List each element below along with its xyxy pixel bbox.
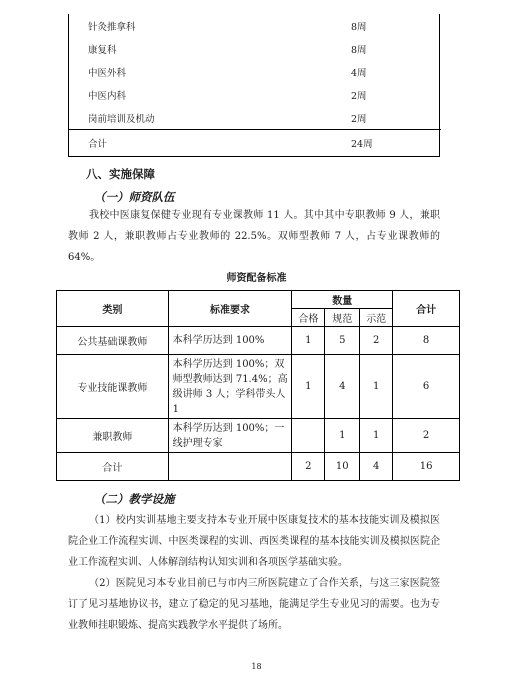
category-cell: 合计 — [57, 453, 169, 481]
table-total-row — [68, 130, 441, 156]
total-weeks-cell: 24周 — [298, 130, 441, 156]
dept-cell: 针灸推拿科 — [88, 21, 136, 33]
requirement-cell: 本科学历达到 100%；一线护理专家 — [168, 419, 292, 453]
model-cell: 4 — [360, 453, 393, 481]
faculty-paragraph: 我校中医康复保健专业现有专业课教师 11 人。其中其中专职教师 9 人，兼职教师 2 人，兼职教师占专业教师的 22.5%。双师型教师 7 人，占专业课教师的 64%。 — [68, 210, 440, 263]
total-cell: 6 — [393, 355, 460, 419]
total-label-cell: 合计 — [68, 130, 298, 156]
dept-cell: 康复科 — [88, 44, 117, 56]
standard-cell: 10 — [325, 453, 360, 481]
standard-cell: 5 — [325, 327, 360, 355]
qualified-cell — [292, 419, 325, 453]
weeks-cell: 4周 — [351, 67, 367, 79]
header-standard: 规范 — [325, 309, 360, 327]
table-row — [57, 327, 460, 355]
model-cell: 2 — [360, 327, 393, 355]
header-category: 类别 — [57, 291, 169, 327]
table-row — [57, 355, 460, 419]
table-row — [68, 83, 441, 106]
header-total: 合计 — [393, 291, 460, 327]
section-heading: 八、实施保障 — [86, 167, 155, 181]
total-cell: 16 — [393, 453, 460, 481]
total-cell: 2 — [393, 419, 460, 453]
table-row — [57, 419, 460, 453]
table-row — [68, 14, 441, 37]
qualified-cell: 2 — [292, 453, 325, 481]
rotation-table — [68, 14, 441, 155]
requirement-cell: 本科学历达到 100%；双师型教师达到 71.4%；高级讲师 3 人；学科带头人 1 — [168, 355, 292, 419]
header-model: 示范 — [360, 309, 393, 327]
category-cell: 专业技能课教师 — [57, 355, 169, 419]
weeks-cell: 2周 — [351, 90, 367, 102]
model-cell: 1 — [360, 355, 393, 419]
standard-cell: 4 — [325, 355, 360, 419]
table-header-row — [57, 291, 460, 309]
category-cell: 公共基础课教师 — [57, 327, 169, 355]
category-cell: 兼职教师 — [57, 419, 169, 453]
dept-cell: 岗前培训及机动 — [88, 113, 155, 125]
qualified-cell: 1 — [292, 355, 325, 419]
weeks-cell: 8周 — [351, 21, 367, 33]
table-total-row — [57, 453, 460, 481]
model-cell: 1 — [360, 419, 393, 453]
requirement-cell — [168, 453, 292, 481]
staff-table — [56, 290, 460, 481]
table-caption: 师资配备标准 — [226, 273, 287, 284]
standard-cell: 1 — [325, 419, 360, 453]
facilities-paragraph-1: （1）校内实训基地主要支持本专业开展中医康复技术的基本技能实训及模拟医院企业工作流程实训、中医类课程的实训、西医类课程的基本技能实训及模拟医院企业工作流程实训、人体解剖结构认知实训和各项医学基础实验。 — [68, 515, 440, 568]
subsection-heading-facilities: （二）教学设施 — [94, 492, 175, 506]
table-row — [68, 60, 441, 83]
table-row — [68, 37, 441, 60]
facilities-paragraph-2: （2）医院见习本专业目前已与市内三所医院建立了合作关系，与这三家医院签订了见习基地协议书，建立了稳定的见习基地，能满足学生专业见习的需要。也为专业教师挂职锻炼、提高实践教学水平提供了场所。 — [68, 578, 440, 631]
table-row — [68, 106, 441, 130]
header-requirement: 标准要求 — [168, 291, 292, 327]
dept-cell: 中医外科 — [88, 67, 127, 79]
qualified-cell: 1 — [292, 327, 325, 355]
subsection-heading-faculty: （一）师资队伍 — [94, 190, 175, 204]
dept-cell: 中医内科 — [88, 90, 127, 102]
weeks-cell: 2周 — [351, 113, 367, 125]
requirement-cell: 本科学历达到 100% — [168, 327, 292, 355]
page-number: 18 — [251, 662, 262, 671]
header-qualified: 合格 — [292, 309, 325, 327]
weeks-cell: 8周 — [351, 44, 367, 56]
header-quantity: 数量 — [292, 291, 393, 309]
total-cell: 8 — [393, 327, 460, 355]
